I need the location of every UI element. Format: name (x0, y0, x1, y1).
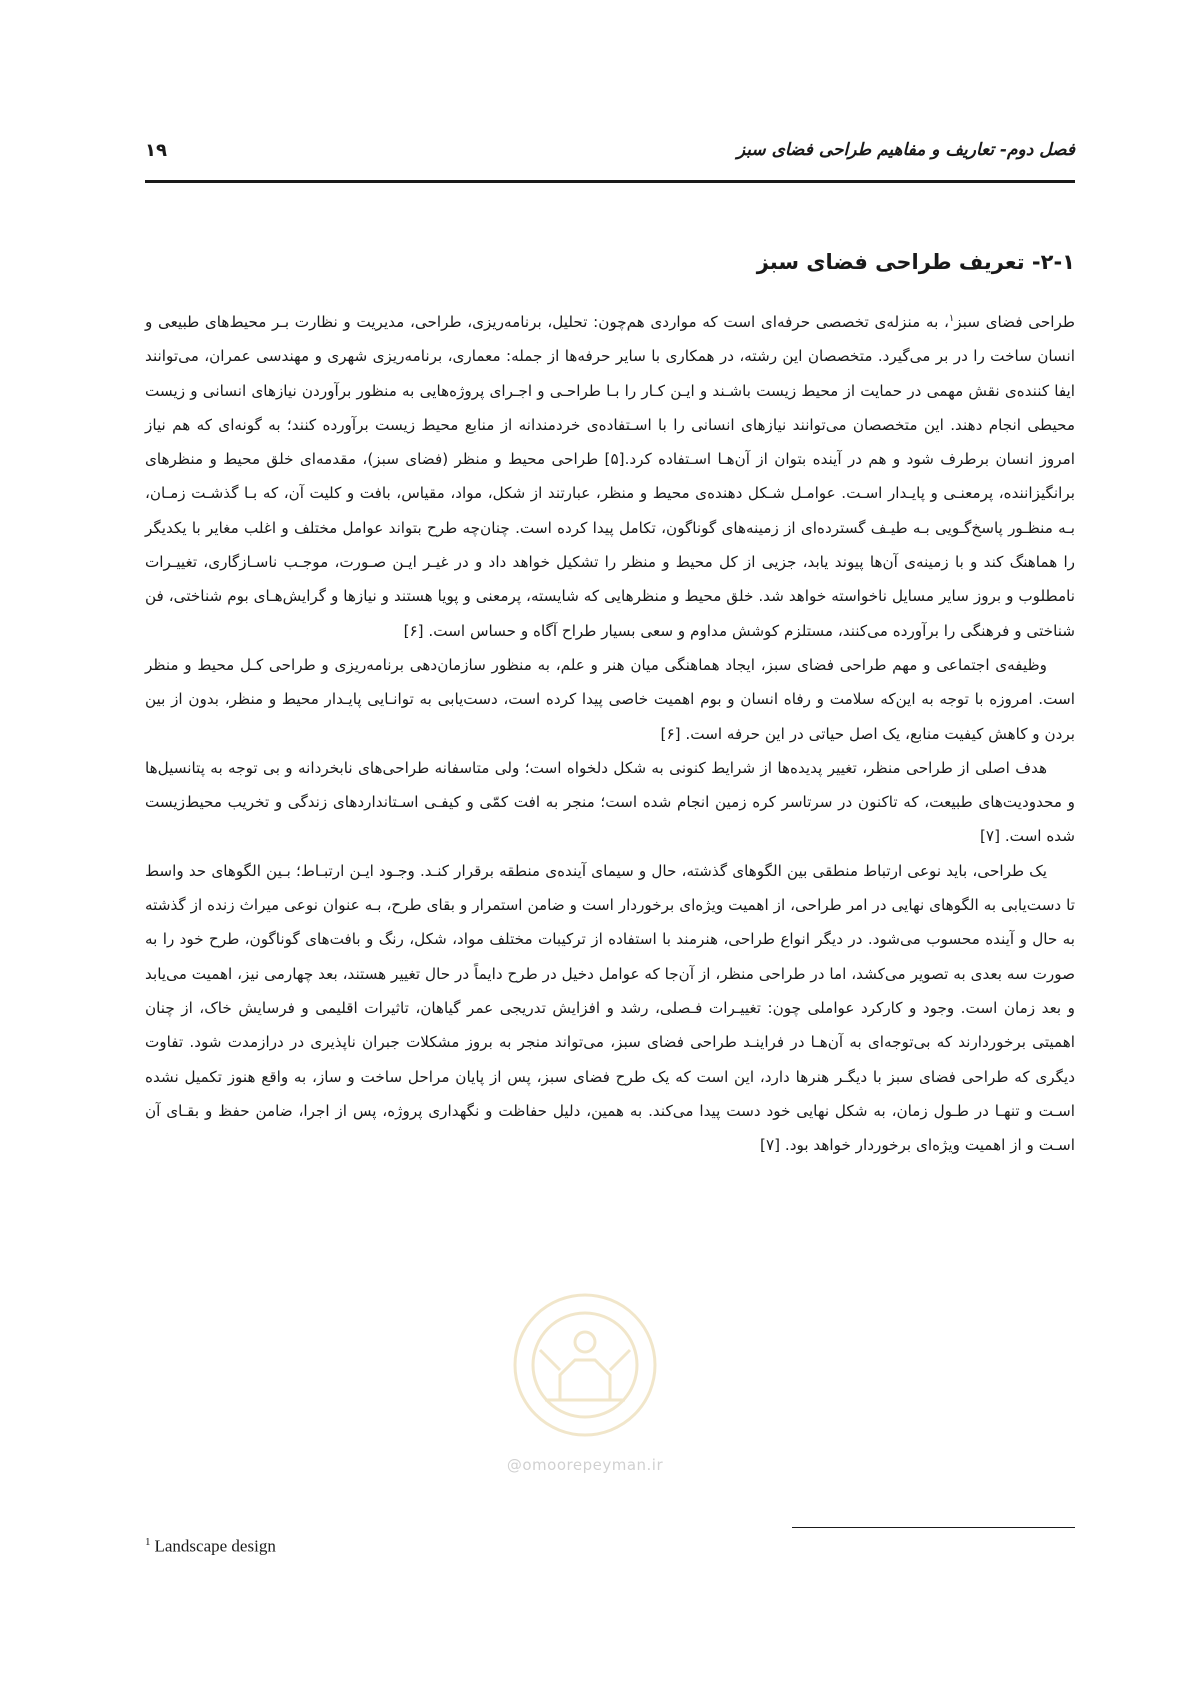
chapter-title: فصل دوم- تعاریف و مفاهیم طراحی فضای سبز (736, 140, 1075, 160)
footnote-divider (792, 1527, 1075, 1528)
header-divider (145, 180, 1075, 183)
body-text (145, 305, 1075, 1162)
paragraph-1 (145, 305, 1075, 648)
paragraph-1-rest: ، به منزله‌ی تخصصی حرفه‌ای است که مواردی هم‌چون: تحلیل، برنامه‌ریزی، طراحی، مدیریت و نظارت بـر محیط‌های طبیعی و انسان ساخت را در بر می‌گیرد. متخصصان این رشته، در همکاری با سایر حرفه‌ها از جمله: معماری، برنامه‌ریزی شهری و مهندسی عمران، می‌توانند ایفا کننده‌ی نقش مهمی در حمایت از محیط زیست باشـند و ایـن کـار را بـا طراحـی و اجـرای پروژه‌هایی به منظور برآوردن نیازهای انسانی و زیست محیطی انجام دهند. این متخصصان می‌توانند نیازهای انسانی را با اسـتفاده‌ی خردمندانه از منابع محیط زیست برآورده کنند؛ به گونه‌ای که هم نیاز امروز انسان برطرف شود و هم در آینده بتوان از آن‌هـا اسـتفاده کرد.[۵] طراحی محیط و منظر (فضای سبز)، مقدمه‌ای خلق محیط و منظرهای برانگیزاننده، پرمعنـی و پایـدار اسـت. عوامـل شـکل دهنده‌ی محیط و منظر، عبارتند از شکل، مواد، مقیاس، بافت و کلیت آن، که بـا گذشـت زمـان، بـه منظـور پاسخ‌گـویی بـه طیـف گسترده‌ای از زمینه‌های گوناگون، تکامل پیدا کرده است. چنان‌چه طرح بتواند عوامل مختلف و اغلب مغایر با یکدیگر را هماهنگ کند و با زمینه‌ی آن‌ها پیوند یابد، جزیی از کل محیط و منظر را تشکیل خواهد داد و در غیـر ایـن صـورت، موجـب ناسـازگاری، تغییـرات نامطلوب و بروز سایر مسایل ناخواسته خواهد شد. خلق محیط و منظرهایی که شایسته، پرمعنی و پویا هستند و نیازها و گرایش‌هـای بوم شناختی، فن شناختی و فرهنگی را برآورده می‌کنند، مستلزم کوشش مداوم و سعی بسیار طراح آگاه و حساس است. [۶] (145, 313, 1075, 640)
paragraph-2: وظیفه‌ی اجتماعی و مهم طراحی فضای سبز، ایجاد هماهنگی میان هنر و علم، به منظور سازمان‌دهی برنامه‌ریزی و طراحی کـل محیط و منظر است. امروزه با توجه به این‌که سلامت و رفاه انسان و بوم اهمیت خاصی پیدا کرده است، دست‌یابی به توانـایی پایـدار محیط و منظر، بدون از بین بردن و کاهش کیفیت منابع، یک اصل حیاتی در این حرفه است. [۶] (145, 655, 1075, 743)
footnote-text: Landscape design (154, 1536, 276, 1556)
paragraph-3: هدف اصلی از طراحی منظر، تغییر پدیده‌ها از شرایط کنونی به شکل دلخواه است؛ ولی متاسفانه طراحی‌های نابخردانه و بی توجه به پتانسیل‌ها و محدودیت‌های طبیعت، که تاکنون در سرتاسر کره زمین انجام شده است؛ منجر به افت کمّی و کیفـی اسـتانداردهای زندگی و تخریب محیط‌زیست شده است. [۷] (145, 758, 1075, 846)
watermark-emblem-icon (480, 1280, 690, 1450)
page-number: ۱۹ (145, 140, 167, 161)
watermark-url: @omoorepeyman.ir (506, 1456, 664, 1474)
page-header (145, 140, 1075, 170)
watermark-logo (480, 1280, 690, 1490)
footnote-number: 1 (145, 1536, 151, 1548)
paragraph-1-lead: طراحی فضای سبز (954, 313, 1075, 331)
footnote (145, 1536, 276, 1557)
paragraph-4: یک طراحی، باید نوعی ارتباط منطقی بین الگوهای گذشته، حال و سیمای آینده‌ی منطقه برقرار کنـد. وجـود ایـن ارتبـاط؛ بـین الگوهای حد واسط تا دست‌یابی به الگوهای نهایی در امر طراحی، از اهمیت ویژه‌ای برخوردار است و ضامن استمرار و بقای طرح، بـه عنوان نوعی میراث زنده از گذشته به حال و آینده محسوب می‌شود. در دیگر انواع طراحی، هنرمند با استفاده از ترکیبات مختلف مواد، شکل، رنگ و بافت‌های گوناگون، طرح خود را به صورت سه بعدی به تصویر می‌کشد، اما در طراحی منظر، از آن‌جا که عوامل دخیل در طرح دایماً در حال تغییر هستند، بعد چهارمی نیز، اهمیت می‌یابد و بعد زمان است. وجود و کارکرد عواملی چون: تغییـرات فـصلی، رشد و افزایش تدریجی عمر گیاهان، تاثیرات اقلیمی و فرسایش خاک، از چنان اهمیتی برخوردارند که بی‌توجه‌ای به آن‌هـا در فراینـد طراحی فضای سبز، می‌تواند منجر به بروز مشکلات جبران ناپذیری در درازمدت شود. تفاوت دیگری که طراحی فضای سبز با دیگـر هنرها دارد، این است که یک طرح فضای سبز، پس از پایان مراحل ساخت و ساز، به واقع هنوز تکمیل نشده اسـت و تنهـا در طـول زمان، به شکل نهایی خود دست پیدا می‌کند. به همین، دلیل حفاظت و نگهداری پروژه، پس از اجرا، ضامن حفظ و بقـای آن اسـت و از اهمیت ویژه‌ای برخوردار خواهد بود. [۷] (145, 861, 1075, 1155)
section-heading: ۲-۱- تعریف طراحی فضای سبز (756, 250, 1075, 274)
footnote-reference[interactable]: ۱ (948, 312, 955, 324)
